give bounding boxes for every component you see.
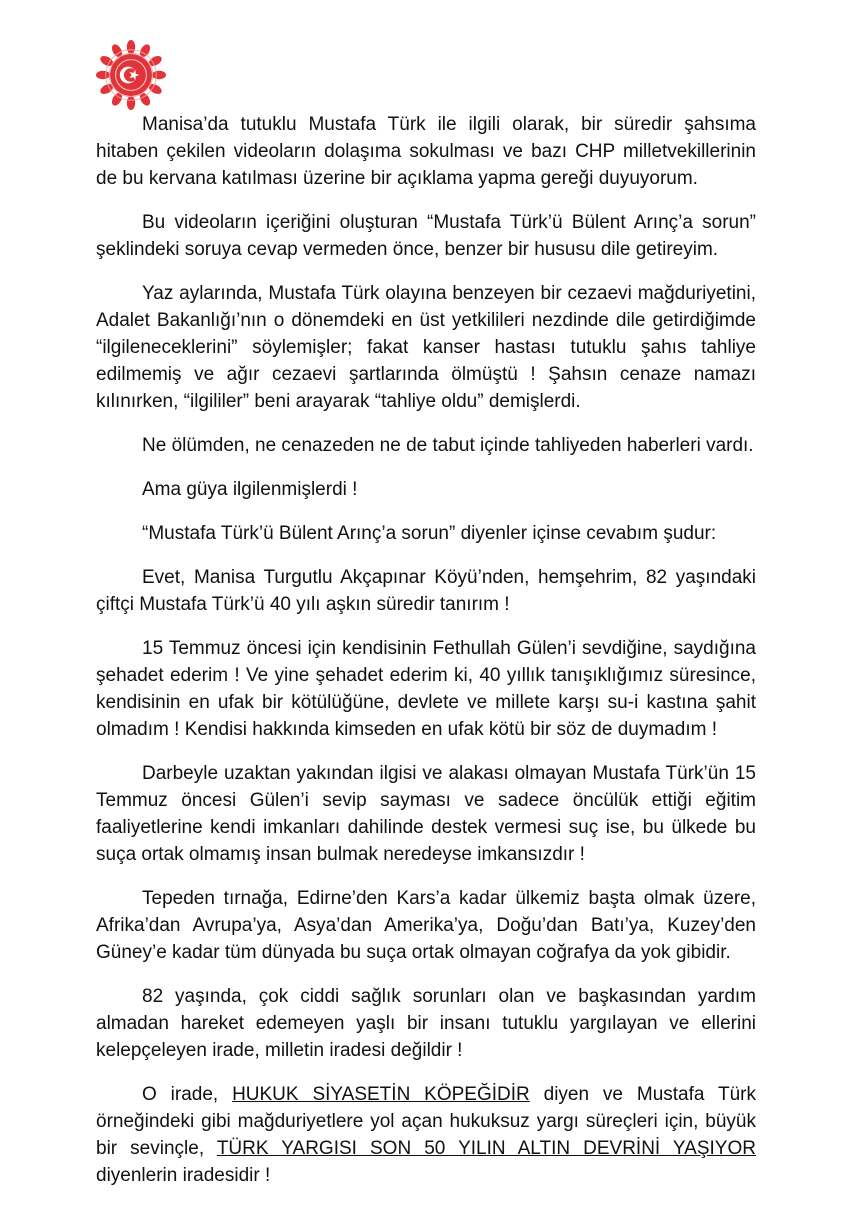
tbmm-emblem-icon xyxy=(96,40,166,110)
paragraph-4: Ne ölümden, ne cenazeden ne de tabut içinde tahliyeden haberleri vardı. xyxy=(142,435,754,456)
statement-body xyxy=(96,111,756,1206)
paragraph-8: 15 Temmuz öncesi için kendisinin Fethullah Gülen’i sevdiğine, saydığına şehadet ederim ! Ve yine şehadet ederim ki, 40 yıllık tanışıklığımız süresince, kendisinin en ufak bir kötülüğüne, devlete ve millete karşı su-i kastına şahit olmadım ! Kendisi hakkında kimseden en ufak kötü bir söz de duymadım ! xyxy=(96,638,756,740)
underlined-quote-2: TÜRK YARGISI SON 50 YILIN ALTIN DEVRİNİ YAŞIYOR xyxy=(216,1138,756,1159)
paragraph-6: “Mustafa Türk’ü Bülent Arınç’a sorun” diyenler içinse cevabım şudur: xyxy=(142,523,717,544)
final-text-2: diyen ve Mustafa Türk örneğindeki gibi mağduriyetlere yol açan hukuksuz yargı süreçleri için, büyük bir sevinçle, xyxy=(96,1084,756,1159)
paragraph-7: Evet, Manisa Turgutlu Akçapınar Köyü’nden, hemşehrim, 82 yaşındaki çiftçi Mustafa Türk’ü 40 yılı aşkın süredir tanırım ! xyxy=(96,567,756,615)
paragraph-2: Bu videoların içeriğini oluşturan “Mustafa Türk’ü Bülent Arınç’a sorun” şeklindeki soruya cevap vermeden önce, benzer bir hususu dile getireyim. xyxy=(96,212,756,260)
paragraph-5: Ama güya ilgilenmişlerdi ! xyxy=(142,479,358,500)
underlined-quote-1: HUKUK SİYASETİN KÖPEĞİDİR xyxy=(232,1084,530,1105)
final-text-1: O irade, xyxy=(142,1084,233,1105)
paragraph-10: Tepeden tırnağa, Edirne’den Kars’a kadar ülkemiz başta olmak üzere, Afrika’dan Avrupa’ya, Asya’dan Amerika’ya, Doğu’dan Batı’ya, Kuzey’den Güney’e kadar tüm dünyada bu suça ortak olmayan coğrafya da yok gibidir. xyxy=(96,888,756,963)
paragraph-12 xyxy=(96,1081,756,1189)
paragraph-11: 82 yaşında, çok ciddi sağlık sorunları olan ve başkasından yardım almadan hareket edemeyen yaşlı bir insanı tutuklu yargılayan ve ellerini kelepçeleyen irade, milletin iradesi değildir ! xyxy=(96,986,756,1061)
paragraph-9: Darbeyle uzaktan yakından ilgisi ve alakası olmayan Mustafa Türk’ün 15 Temmuz öncesi Gülen’i sevip sayması ve sadece öncülük ettiği eğitim faaliyetlerine kendi imkanları dahilinde destek vermesi suç ise, bu ülkede bu suça ortak olmamış insan bulmak neredeyse imkansızdır ! xyxy=(96,763,756,865)
final-text-3: diyenlerin iradesidir ! xyxy=(96,1165,271,1186)
paragraph-3: Yaz aylarında, Mustafa Türk olayına benzeyen bir cezaevi mağduriyetini, Adalet Bakanlığı’nın o dönemdeki en üst yetkilileri nezdinde dile getirdiğimde “ilgileneceklerini” söylemişler; fakat kanser hastası tutuklu şahıs tahliye edilmemiş ve ağır cezaevi şartlarında ölmüştü ! Şahsın cenaze namazı kılınırken, “ilgililer” beni arayarak “tahliye oldu” demişlerdi. xyxy=(96,283,756,412)
paragraph-1: Manisa’da tutuklu Mustafa Türk ile ilgili olarak, bir süredir şahsıma hitaben çekilen videoların dolaşıma sokulması ve bazı CHP milletvekillerinin de bu kervana katılması üzerine bir açıklama yapma gereği duyuyorum. xyxy=(96,114,756,189)
